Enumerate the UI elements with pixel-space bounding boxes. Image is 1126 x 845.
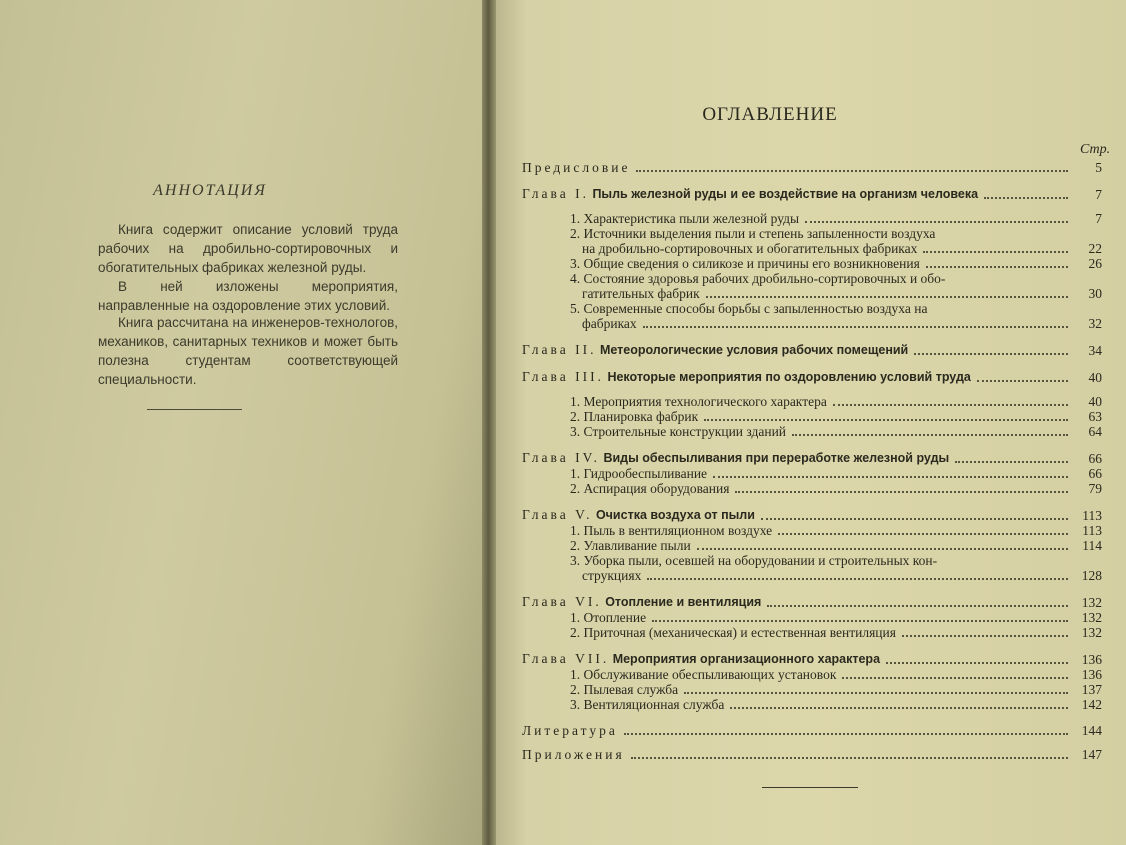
- table-of-contents: [522, 150, 1102, 762]
- bottom-divider-rule: [762, 787, 858, 788]
- page-column-label: Стр.: [1080, 142, 1111, 157]
- toc-item: 3. Вентиляционная служба 142: [570, 697, 1102, 712]
- toc-title: ОГЛАВЛЕНИЕ: [702, 104, 838, 125]
- toc-chapter-5: Глава V. Очистка воздуха от пыли 113: [522, 507, 1102, 523]
- toc-item-continuation: фабриках 32: [582, 316, 1102, 331]
- toc-item: 1. Гидрообеспыливание 66: [570, 466, 1102, 481]
- toc-item: 1. Мероприятия технологического характера 40: [570, 394, 1102, 409]
- toc-chapter-6: Глава VI. Отопление и вентиляция 132: [522, 594, 1102, 610]
- toc-item: 1. Характеристика пыли железной руды 7: [570, 211, 1102, 226]
- toc-item: 2. Приточная (механическая) и естественная вентиляция 132: [570, 625, 1102, 640]
- toc-item: 4. Состояние здоровья рабочих дробильно-сортировочных и обо-: [570, 271, 946, 286]
- toc-item: 3. Уборка пыли, осевшей на оборудовании и строительных кон-: [570, 553, 938, 568]
- toc-chapter-7: Глава VII. Мероприятия организационного характера 136: [522, 651, 1102, 667]
- annotation-paragraph-2: В ней изложены мероприятия, направленные на оздоровление этих условий.: [98, 279, 398, 313]
- toc-item: 3. Строительные конструкции зданий 64: [570, 424, 1102, 439]
- toc-item: 2. Источники выделения пыли и степень запыленности воздуха: [570, 226, 936, 241]
- toc-item: 2. Аспирация оборудования 79: [570, 481, 1102, 496]
- toc-item-continuation: на дробильно-сортировочных и обогатительных фабриках 22: [582, 241, 1102, 256]
- toc-chapter-2: Глава II. Метеорологические условия рабочих помещений 34: [522, 342, 1102, 358]
- left-divider-rule: [147, 409, 242, 410]
- toc-item: 1. Отопление 132: [570, 610, 1102, 625]
- toc-entry-appendix: Приложения 147: [522, 747, 1102, 762]
- toc-chapter-1: Глава I. Пыль железной руды и ее воздействие на организм человека 7: [522, 186, 1102, 202]
- toc-item: 1. Обслуживание обеспыливающих установок 136: [570, 667, 1102, 682]
- toc-item: 2. Пылевая служба 137: [570, 682, 1102, 697]
- toc-item: 2. Планировка фабрик 63: [570, 409, 1102, 424]
- toc-item: 5. Современные способы борьбы с запыленностью воздуха на: [570, 301, 928, 316]
- toc-item-continuation: гатительных фабрик 30: [582, 286, 1102, 301]
- annotation-title: АННОТАЦИЯ: [153, 182, 267, 199]
- toc-item-continuation: струкциях 128: [582, 568, 1102, 583]
- toc-entry-literature: Литература 144: [522, 723, 1102, 738]
- toc-item: 2. Улавливание пыли 114: [570, 538, 1102, 553]
- toc-chapter-3: Глава III. Некоторые мероприятия по оздоровлению условий труда 40: [522, 369, 1102, 385]
- toc-entry-preface: Предисловие 5: [522, 160, 1102, 175]
- annotation-paragraph-3: Книга рассчитана на инженеров-технологов, механиков, санитарных техников и может быть полезна студентам соответствующей специальности.: [98, 315, 398, 387]
- toc-item: 3. Общие сведения о силикозе и причины его возникновения 26: [570, 256, 1102, 271]
- left-page: [0, 0, 488, 845]
- annotation-paragraph-1: Книга содержит описание условий труда рабочих на дробильно-сортировочных и обогатительных фабриках железной руды.: [98, 222, 398, 275]
- toc-chapter-4: Глава IV. Виды обеспыливания при переработке железной руды 66: [522, 450, 1102, 466]
- toc-item: 1. Пыль в вентиляционном воздухе 113: [570, 523, 1102, 538]
- book-spine: [482, 0, 496, 845]
